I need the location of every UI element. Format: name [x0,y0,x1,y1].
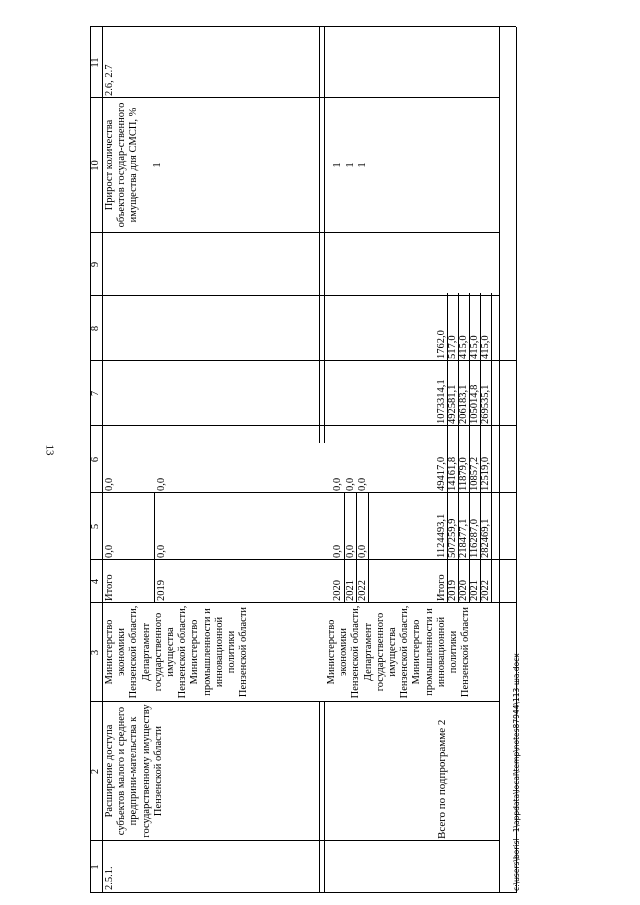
c5-2021: 0,0 [345,544,356,558]
total-year-3: 2021 [469,580,480,601]
executors-block-2: Министерство экономики Пензенской области, Департамент государственного имущества Пензенской области, Министерство промышленности и инновационной политики Пензенской области [326,605,472,699]
c6-itogo: 0,0 [104,477,115,491]
c10-2021: 1 [345,162,356,168]
page-number: 13 [43,444,56,456]
total-year-0: Итого [436,574,447,601]
total-c5-2: 218477,1 [458,518,469,558]
c6-2022: 0,0 [357,477,368,491]
rotated-table [90,13,528,893]
total-c5-1: 507259,9 [447,518,458,558]
total-c6-0: 49417,0 [436,456,447,491]
col-num-6: 6 [90,456,101,463]
total-c8-2: 415,0 [458,335,469,359]
col-border-9-10 [90,232,499,233]
col-num-8: 8 [90,325,101,332]
total-c7-0: 1073314,1 [436,379,447,424]
year-itogo: Итого [104,574,115,601]
executors-block-1: Министерство экономики Пензенской области, Департамент государственного имущества Пензенской области, Министерство промышленности и инновационной политики Пензенской области [104,605,250,699]
col-num-7: 7 [90,390,101,397]
row-code: 2.5.1. [104,866,115,890]
table-bottom-border [499,27,500,893]
total-c5-3: 116287,0 [469,519,480,558]
total-c7-3: 105014,8 [469,384,480,424]
col-border-6-7 [90,425,516,426]
c5-2022: 0,0 [357,544,368,558]
total-c8-4: 415,0 [480,335,491,359]
col-num-10: 10 [90,160,101,171]
year-2020: 2020 [332,580,343,601]
c6-2020: 0,0 [332,477,343,491]
col-num-1: 1 [90,864,101,870]
total-year-1: 2019 [447,580,458,601]
row-divider-block2 [319,27,320,443]
total-c6-4: 12519,0 [480,456,491,491]
total-year-2: 2020 [458,580,469,601]
header-bottom-border [102,27,103,893]
col-num-4: 4 [90,578,101,585]
row-divider-col2 [319,702,320,893]
indicator-refs: 2.6, 2.7 [104,64,115,96]
total-c7-2: 206183,1 [458,384,469,424]
total-year-4: 2022 [480,580,491,601]
col-num-5: 5 [90,523,101,530]
row-divider-block2-double [324,27,325,443]
col-num-11: 11 [90,57,101,68]
col-border-1-2 [90,840,499,841]
c5-2020: 0,0 [332,544,343,558]
col-border-right [90,26,516,27]
total-c8-0: 1762,0 [436,330,447,359]
row-line-2019 [154,493,155,603]
total-c6-1: 14161,8 [447,456,458,491]
c10-2020: 1 [332,162,343,168]
col-border-8-9 [90,295,499,296]
col-num-2: 2 [90,768,101,775]
col-border-10-11 [90,97,499,98]
col-num-3: 3 [90,649,101,656]
year-2021: 2021 [345,580,356,601]
indicator-text: Прирост количества объектов государ-ственного имущества для СМСП, % [104,102,140,228]
total-c7-1: 492581,1 [447,384,458,424]
measure-description: Расширение доступа субъектов малого и среднего предприни-мательства к государственному имуществу Пензенской области [104,704,164,838]
row-divider-col2-double [324,702,325,893]
c6-2019: 0,0 [156,477,167,491]
total-c6-3: 10857,2 [469,456,480,491]
col-num-9: 9 [90,261,101,268]
total-c5-0: 1124493,1 [436,513,447,558]
year-2022: 2022 [357,580,368,601]
year-2019: 2019 [156,580,167,601]
footer-file-path: c:\users\borisl~1\appdata\local\temp\notes87944\113-ша.docx [512,653,521,891]
col-border-7-8 [90,360,516,361]
c10-2022: 1 [357,162,368,168]
total-c8-3: 415,0 [469,335,480,359]
total-c7-4: 269535,1 [480,384,491,424]
col-border-left [90,892,516,893]
total-c6-2: 11879,0 [458,457,469,491]
c5-itogo: 0,0 [104,544,115,558]
indicator-value-itogo: 1 [152,162,163,168]
total-c5-4: 282469,1 [480,518,491,558]
total-c8-1: 517,0 [447,335,458,359]
c5-2019: 0,0 [156,544,167,558]
total-row-2022 [491,293,492,603]
c6-2021: 0,0 [345,477,356,491]
total-label: Всего по подпрограмме 2 [436,719,448,839]
